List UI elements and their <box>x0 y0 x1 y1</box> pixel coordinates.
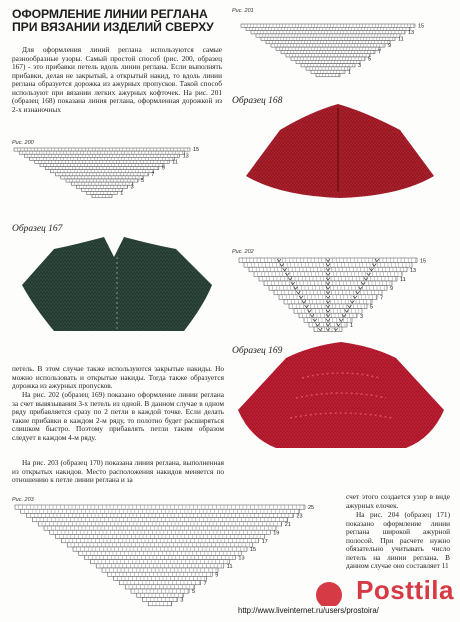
chart-row <box>271 44 385 47</box>
chart-row-number: 11 <box>226 564 233 570</box>
source-url: http://www.liveinternet.ru/users/prostoira/ <box>238 606 379 615</box>
chart-row-number: 7 <box>378 49 382 56</box>
chart-row-number: 15 <box>420 258 427 265</box>
figure-label-203: Рис. 203 <box>12 497 34 503</box>
chart-row <box>85 555 236 559</box>
chart-row <box>306 67 350 70</box>
chart-row-number: 1 <box>350 323 354 329</box>
chart-row <box>90 560 229 564</box>
chart-row <box>76 185 127 188</box>
paragraph-6: На рис. 204 (образец 171) показано оформление линии реглана широкой ажурной полосой. При расчете нужно обязательно учитывать число петель на линии реглана. В данном случае оно составляет 11 <box>346 510 450 570</box>
chart-row <box>87 191 117 194</box>
chart-row <box>114 576 207 580</box>
chart-row-number: 7 <box>203 580 207 587</box>
chart-row-number: 7 <box>380 295 384 302</box>
chart-row <box>19 151 185 154</box>
chart-row-number: 5 <box>370 304 374 311</box>
chart-row-number: 13 <box>408 29 415 36</box>
chart-row <box>143 597 178 601</box>
figure-label-200: Рис. 200 <box>12 140 34 146</box>
chart-row <box>24 154 179 157</box>
chart-row <box>32 518 287 522</box>
chart-row-number: 3 <box>130 184 134 191</box>
chart-row <box>137 593 183 597</box>
chart-row <box>241 24 415 27</box>
chart-row-number: 9 <box>161 165 165 172</box>
chart-row <box>30 157 175 160</box>
chart-row <box>56 173 149 176</box>
chart-row <box>102 568 218 572</box>
chart-row-number: 3 <box>180 597 184 604</box>
knit-sample-167-image <box>14 235 219 345</box>
chart-row <box>79 551 241 555</box>
chart-row-number: 11 <box>172 159 178 166</box>
caption-sample-169: Образец 169 <box>232 346 283 356</box>
chart-row-number: 9 <box>390 286 394 293</box>
chart-row-number: 3 <box>360 313 364 320</box>
watermark-text: Posttila <box>356 575 454 605</box>
chart-row <box>148 602 171 606</box>
chart-row <box>266 41 390 44</box>
chart-row-number: 23 <box>296 513 303 520</box>
watermark-logo-icon <box>316 582 342 608</box>
chart-row <box>15 505 305 509</box>
chart-row-number: 25 <box>308 505 315 512</box>
chart-row-number: 5 <box>192 589 196 596</box>
chart-row-number: 19 <box>273 530 280 537</box>
page-title: ОФОРМЛЕНИЕ ЛИНИИ РЕГЛАНА ПРИ ВЯЗАНИИ ИЗДЕЛИЙ СВЕРХУ <box>12 7 214 34</box>
paragraph-intro: Для оформления линий реглана используются самые разнообразные узоры. Самый простой способ (рис. 200, образец 167) - это прибавки петель вдоль линии реглана. Если выполнять прибавки, делая не закрытый, а открытый накид, то вдоль линии реглана образуется дорожка из ажурных пропусков. Такой способ используют при вязании легких ажурных кофточек. На рис. 201 (образец 168) показана линия реглана, оформленная дорожкой из 2-х изнаночных <box>12 45 222 114</box>
chart-row-number: 9 <box>388 43 392 50</box>
chart-row-number: 17 <box>261 538 268 545</box>
chart-row-number: 15 <box>418 23 425 30</box>
chart-row <box>316 74 340 77</box>
chart-row <box>125 585 195 589</box>
chart-row-number: 15 <box>250 547 257 554</box>
chart-row-number: 13 <box>410 267 417 274</box>
chart-ris202 <box>240 258 440 338</box>
chart-row <box>61 176 143 179</box>
chart-row <box>35 160 169 163</box>
chart-row-number: 9 <box>215 572 219 579</box>
chart-row <box>67 543 253 547</box>
knit-sample-168-image <box>240 100 440 205</box>
chart-row <box>119 581 200 585</box>
paragraph-3: На рис. 202 (образец 169) показано оформление линии реглана за счет вывязывания 3-х петель из одной. В данном случае в одном ряду прибавляется сразу по 2 петли в каждой точке. Если делать такие прибавки в каждом 2-м ряду, то полотно будет расширяться слишком быстро. Поэтому прибавлять петли таким образом следует в каждом 4-м ряду. <box>12 390 224 442</box>
chart-row <box>251 31 405 34</box>
chart-row <box>73 547 247 551</box>
chart-row <box>108 572 212 576</box>
chart-row <box>50 170 153 173</box>
chart-row-number: 13 <box>238 555 245 562</box>
chart-row <box>27 513 294 517</box>
chart-row <box>286 54 370 57</box>
chart-row <box>301 64 355 67</box>
chart-ris201 <box>240 24 440 82</box>
chart-row-number: 5 <box>141 178 145 185</box>
chart-ris200 <box>14 148 234 200</box>
paragraph-2: петель. В этом случае также используются закрытые накиды. Но можно использовать и открытые накиды. Тогда также образуется дорожка из ажурных пропусков. <box>12 364 224 390</box>
chart-row-number: 11 <box>400 277 406 283</box>
figure-label-202: Рис. 202 <box>232 249 254 255</box>
chart-row-number: 11 <box>398 36 404 43</box>
figure-label-201: Рис. 201 <box>232 8 254 14</box>
chart-row-number: 13 <box>182 153 189 160</box>
chart-row <box>38 522 282 526</box>
chart-row-number: 1 <box>348 69 352 76</box>
chart-row-number: 21 <box>284 522 291 528</box>
chart-row <box>44 526 276 530</box>
chart-row-number: 3 <box>358 62 362 69</box>
chart-row <box>246 27 410 30</box>
chart-row <box>56 534 265 538</box>
chart-row <box>256 34 400 37</box>
knit-sample-169-image <box>236 338 446 453</box>
caption-sample-167: Образец 167 <box>12 224 63 234</box>
paragraph-4: На рис. 203 (образец 170) показана линия реглана, выполненная из открытых накидов. Место расположения накидов меняется по отношению к петле линии реглана и за <box>12 458 224 484</box>
paragraph-5: счет этого создается узор в виде ажурных елочек. <box>346 492 450 510</box>
chart-row-number: 7 <box>151 171 155 178</box>
chart-row-number: 5 <box>368 56 372 63</box>
chart-row <box>291 57 365 60</box>
chart-ris203 <box>10 505 330 617</box>
chart-row <box>276 47 380 50</box>
chart-row <box>71 182 133 185</box>
chart-row <box>61 539 258 543</box>
chart-row-number: 15 <box>193 147 200 154</box>
chart-row <box>261 37 395 40</box>
caption-sample-168: Образец 168 <box>232 96 283 106</box>
chart-row-number: 1 <box>120 190 124 197</box>
